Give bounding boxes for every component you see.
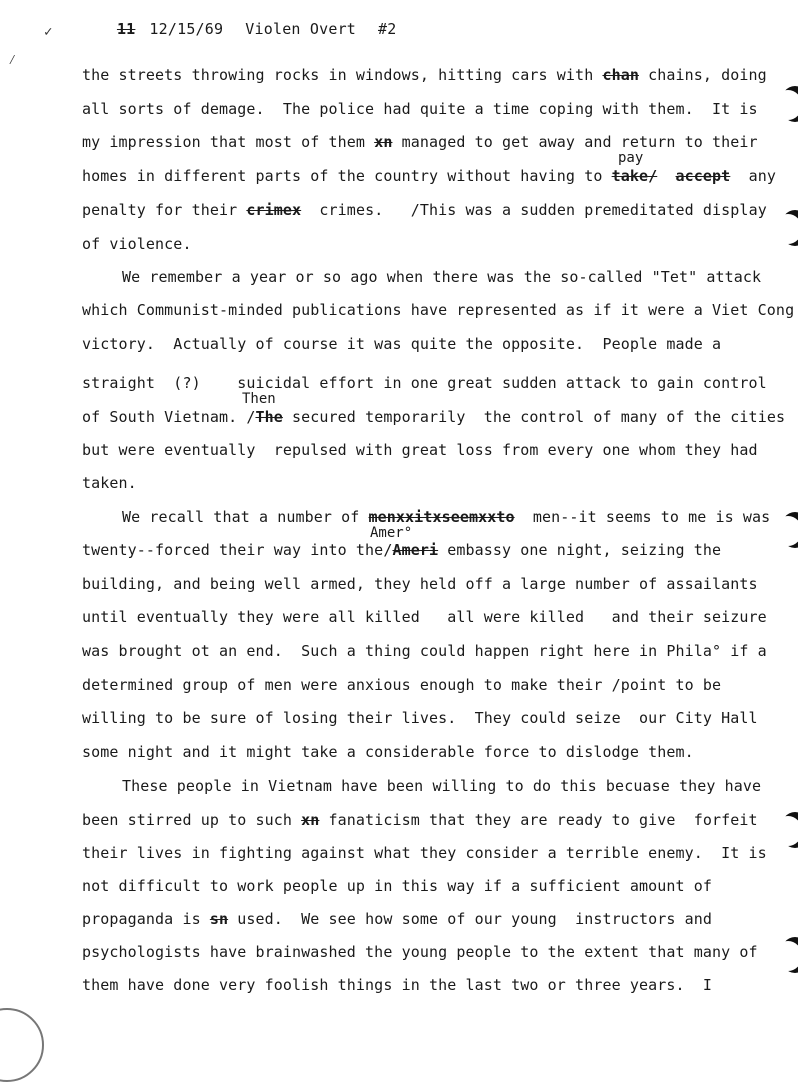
text-line: been stirred up to such xn fanaticism that they are ready to give forfeit	[82, 811, 758, 829]
text-line: penalty for their crimex crimes. /This was a sudden premeditated display	[82, 201, 767, 219]
page-corner-curl	[0, 1008, 44, 1082]
insertion-amer: Amer°	[370, 525, 413, 541]
stray-mark: ⁄	[8, 52, 17, 68]
text-line: twenty--forced their way into the/Ameri embassy one night, seizing the	[82, 541, 722, 559]
binder-hole	[780, 937, 798, 973]
text-line: of South Vietnam. /The secured temporarily the control of many of the cities	[82, 408, 786, 426]
text-line: willing to be sure of losing their lives. They could seize our City Hall	[82, 709, 758, 727]
text-line: not difficult to work people up in this way if a sufficient amount of	[82, 877, 713, 895]
text-line: psychologists have brainwashed the young people to the extent that many of	[82, 943, 758, 961]
page-number-struck: 11	[116, 20, 136, 38]
text-line: These people in Vietnam have been willing to do this becuase they have	[122, 777, 762, 795]
text-line: homes in different parts of the country without having to take/ accept any	[82, 167, 776, 185]
text-line: the streets throwing rocks in windows, hitting cars with chan chains, doing	[82, 66, 767, 84]
text-line: determined group of men were anxious enough to make their /point to be	[82, 676, 722, 694]
text-line: them have done very foolish things in the last two or three years. I	[82, 976, 713, 994]
text-line: victory. Actually of course it was quite the opposite. People made a	[82, 335, 722, 353]
text-line: all sorts of demage. The police had quite a time coping with them. It is	[82, 100, 758, 118]
header-page: #2	[378, 20, 397, 38]
text-line: building, and being well armed, they held off a large number of assailants	[82, 575, 758, 593]
text-line: their lives in fighting against what they consider a terrible enemy. It is	[82, 844, 767, 862]
header-title: Violen Overt	[245, 20, 357, 38]
text-line: propaganda is sn used. We see how some of our young instructors and	[82, 910, 713, 928]
header-date: 12/15/69	[149, 20, 224, 38]
text-line: was brought ot an end. Such a thing could happen right here in Phila° if a	[82, 642, 767, 660]
text-line: my impression that most of them xn managed to get away and return to their	[82, 133, 758, 151]
text-line: until eventually they were all killed all were killed and their seizure	[82, 608, 767, 626]
text-line: of violence.	[82, 235, 192, 253]
text-line: taken.	[82, 474, 137, 492]
stray-mark: ✓	[44, 24, 53, 40]
text-line: some night and it might take a considerable force to dislodge them.	[82, 743, 694, 761]
insertion-then: Then	[242, 391, 276, 407]
text-line: straight (?) suicidal effort in one great sudden attack to gain control	[82, 374, 767, 392]
binder-hole	[780, 812, 798, 848]
text-line: We remember a year or so ago when there was the so-called "Tet" attack	[122, 268, 762, 286]
text-line: which Communist-minded publications have represented as if it were a Viet Cong	[82, 301, 795, 319]
text-line: but were eventually repulsed with great loss from every one whom they had	[82, 441, 758, 459]
text-line: We recall that a number of menxxitxseemxxto men--it seems to me is was	[122, 508, 771, 526]
page-header	[80, 2, 419, 56]
binder-hole	[780, 210, 798, 246]
insertion-pay: pay	[618, 150, 644, 166]
binder-hole	[780, 86, 798, 122]
binder-hole	[780, 512, 798, 548]
